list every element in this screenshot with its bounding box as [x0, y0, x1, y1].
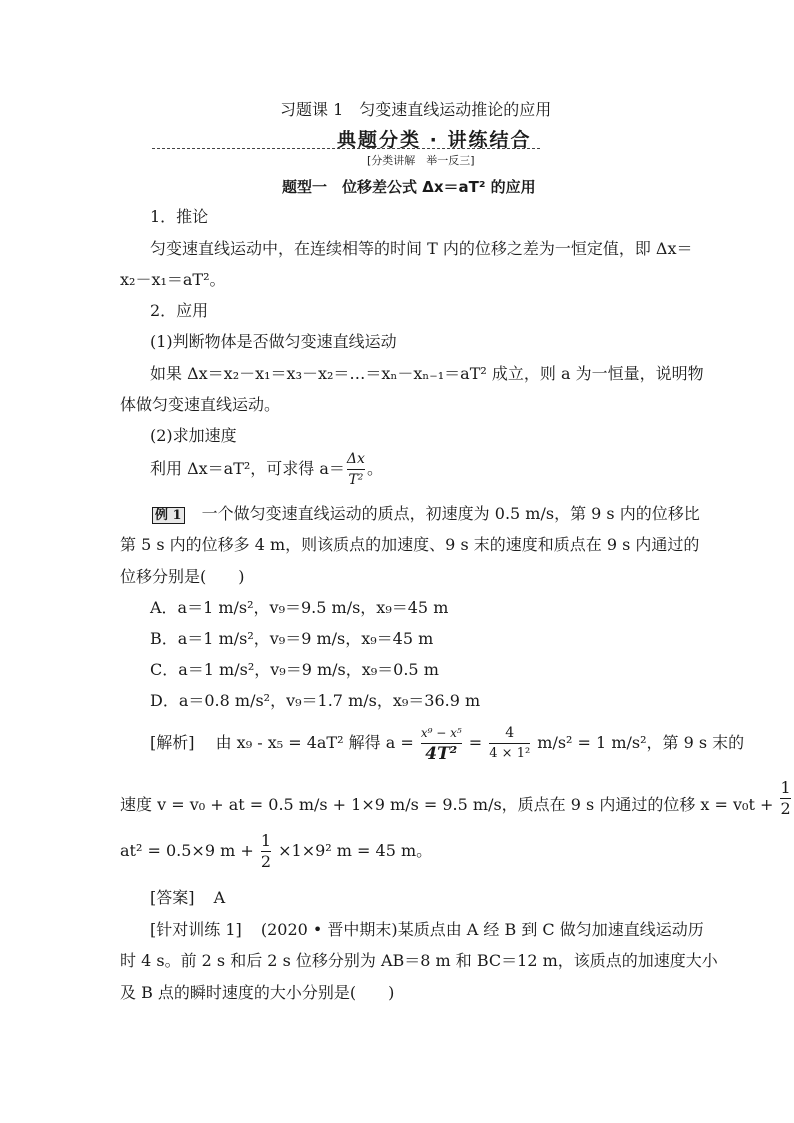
example-1-question-line3: 位移分别是( ) — [120, 567, 245, 586]
analysis-fraction-1 — [421, 724, 462, 763]
example-1-line1 — [152, 504, 700, 524]
example-1-question-line1: 一个做匀变速直线运动的质点，初速度为 0.5 m/s，第 9 s 内的位移比 — [201, 504, 700, 523]
fraction-denominator: 2 — [260, 852, 272, 871]
option-b: B．a＝1 m/s²，v₉＝9 m/s，x₉＝45 m — [150, 629, 434, 648]
point-2-subheading-2: (2)求加速度 — [150, 426, 237, 445]
point-1-text-line1: 匀变速直线运动中，在连续相等的时间 T 内的位移之差为一恒定值，即 Δx＝ — [150, 239, 693, 258]
training-1-text-line1: 某质点由 A 经 B 到 C 做匀加速直线运动历 — [397, 920, 704, 939]
banner-subtitle: [分类讲解 举一反三] — [367, 154, 475, 167]
fraction-denominator: 2 — [780, 799, 791, 818]
analysis-equals: = — [468, 733, 483, 752]
point-2-subheading-1: (1)判断物体是否做匀变速直线运动 — [150, 332, 397, 351]
example-1-question-line2: 第 5 s 内的位移多 4 m，则该质点的加速度、9 s 末的速度和质点在 9 s 内通过的 — [120, 535, 700, 554]
fraction-numerator: 4 — [505, 725, 515, 741]
banner-divider — [152, 148, 540, 149]
lesson-title: 习题课 1 匀变速直线运动推论的应用 — [280, 100, 552, 119]
answer-label: [答案] — [150, 888, 195, 907]
fraction-denominator: T² — [348, 472, 364, 488]
point-1-label: 1．推论 — [150, 207, 209, 226]
analysis-text-line3b: ×1×9² m = 45 m。 — [278, 841, 433, 860]
training-1-text-line3: 及 B 点的瞬时速度的大小分别是( ) — [120, 983, 395, 1002]
option-c: C．a＝1 m/s²，v₉＝9 m/s，x₉＝0.5 m — [150, 660, 439, 679]
fraction-numerator: 1 — [780, 778, 791, 797]
training-1-line1 — [150, 920, 704, 940]
analysis-fraction-4 — [261, 832, 271, 871]
answer-value: A — [213, 888, 226, 907]
training-1-label: [针对训练 1] — [150, 920, 242, 939]
fraction-numerator: x⁹ − x⁵ — [420, 726, 462, 740]
option-a: A．a＝1 m/s²，v₉＝9.5 m/s，x₉＝45 m — [150, 598, 449, 617]
formula-suffix: 。 — [366, 459, 383, 478]
fraction-denominator: 4 × 1² — [489, 746, 531, 761]
analysis-line3 — [120, 832, 432, 871]
training-1-text-line2: 时 4 s。前 2 s 和后 2 s 位移分别为 AB＝8 m 和 BC＝12 m，该质点的加速度大小 — [120, 951, 718, 970]
analysis-fraction-3 — [780, 779, 790, 818]
acceleration-formula-line — [150, 450, 383, 489]
type-heading: 题型一 位移差公式 Δx＝aT² 的应用 — [282, 178, 536, 196]
fraction-numerator: 1 — [260, 831, 272, 850]
section-banner: 典题分类 · 讲练结合 — [337, 129, 532, 151]
fraction-denominator: 4T² — [425, 744, 458, 764]
option-d: D．a＝0.8 m/s²，v₉＝1.7 m/s，x₉＝36.9 m — [150, 691, 481, 710]
example-1-tag: 例 1 — [152, 507, 185, 524]
analysis-label: [解析] — [150, 733, 195, 752]
analysis-fraction-2 — [489, 724, 530, 763]
analysis-text-line2: 速度 v = v₀ + at = 0.5 m/s + 1×9 m/s = 9.5 m/s，质点在 9 s 内通过的位移 x = v₀t + — [120, 795, 774, 814]
point-2-text-line2: 体做匀变速直线运动。 — [120, 395, 281, 414]
point-2-text-line1: 如果 Δx＝x₂－x₁＝x₃－x₂＝…＝xₙ－xₙ₋₁＝aT² 成立，则 a 为一恒量，说明物 — [150, 364, 704, 383]
point-2-label: 2．应用 — [150, 301, 209, 320]
answer-line — [150, 888, 225, 908]
analysis-text-b: m/s² = 1 m/s²，第 9 s 末的 — [537, 733, 745, 752]
analysis-line2 — [120, 779, 793, 818]
formula-prefix: 利用 Δx＝aT²，可求得 a＝ — [150, 459, 345, 478]
fraction-numerator: Δx — [346, 451, 365, 467]
delta-x-over-t2-fraction — [347, 450, 365, 489]
point-1-text-line2: x₂－x₁＝aT²。 — [120, 270, 226, 289]
analysis-text-a: 由 x₉ - x₅ = 4aT² 解得 a = — [215, 733, 414, 752]
analysis-line1 — [150, 724, 744, 763]
training-1-source: (2020 • 晋中期末) — [260, 920, 398, 939]
analysis-text-line3a: at² = 0.5×9 m + — [120, 841, 254, 860]
